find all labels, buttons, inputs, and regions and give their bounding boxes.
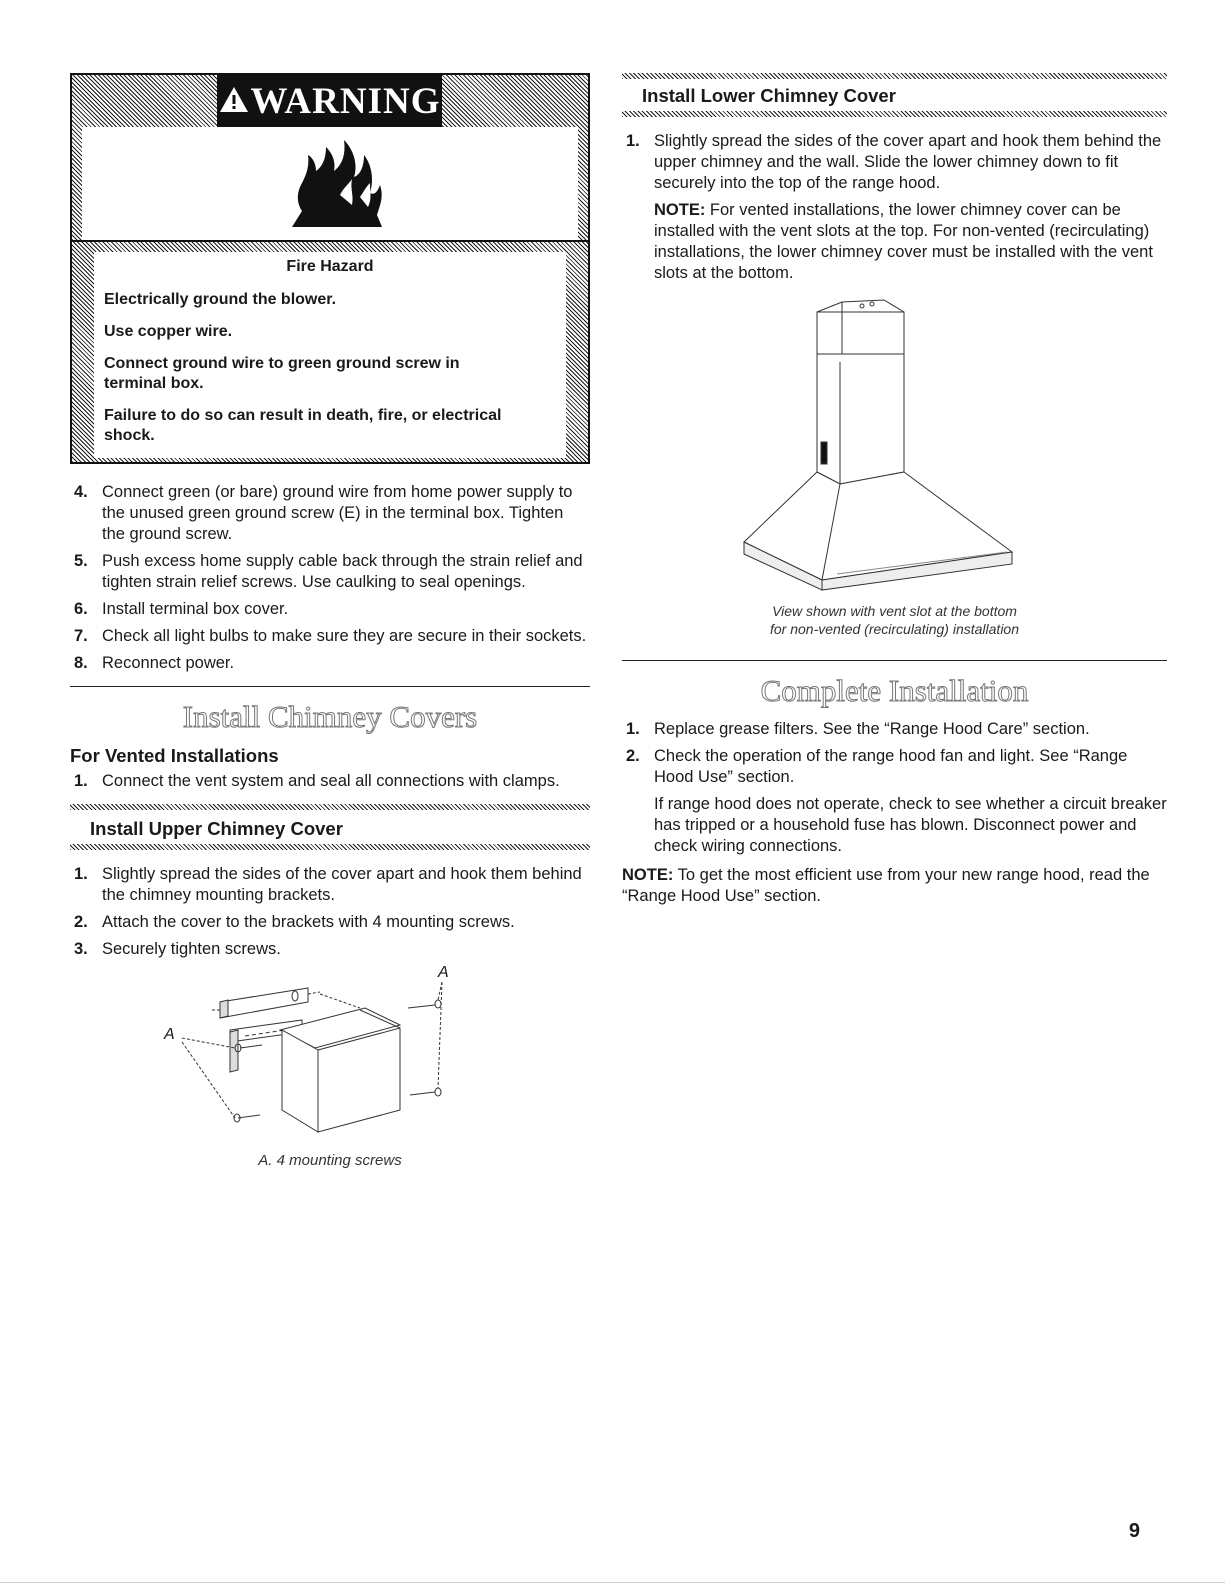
fire-icon — [282, 135, 392, 235]
list-item — [622, 719, 1167, 740]
warning-line: Connect ground wire to green ground screw in terminal box. — [104, 355, 460, 392]
note-text: For vented installations, the lower chimney cover can be installed with the vent slots at the top. For non-vented (recirculating) installations, the lower chimney cover must be installed with the vent slots at the bottom. — [654, 201, 1153, 282]
list-item — [622, 746, 1167, 788]
upper-chimney-header — [70, 804, 590, 850]
step-number: 1. — [74, 772, 88, 790]
list-item — [70, 626, 590, 647]
warning-line: Electrically ground the blower. — [104, 291, 337, 308]
page-number: 9 — [1128, 1520, 1140, 1542]
step-number: 5. — [74, 552, 88, 570]
hatch-stripe — [622, 73, 1167, 79]
warning-header — [72, 75, 588, 242]
install-chimney-heading: Install Chimney Covers — [182, 699, 478, 734]
step-number: 1. — [626, 720, 640, 738]
warning-body-text — [94, 252, 566, 458]
figure-label-a: A — [164, 1026, 175, 1043]
warning-banner-text: WARNING — [250, 80, 441, 122]
upper-chimney-illustration — [70, 970, 590, 1145]
step-number: 6. — [74, 600, 88, 618]
complete-installation-heading: Complete Installation — [760, 673, 1029, 708]
lower-chimney-heading: Install Lower Chimney Cover — [642, 85, 896, 106]
upper-chimney-figure — [70, 964, 590, 1150]
complete-note — [622, 865, 1167, 907]
upper-chimney-steps-list — [70, 864, 590, 960]
list-item — [70, 939, 590, 960]
caption-line: View shown with vent slot at the bottom — [772, 603, 1017, 619]
step-text: Attach the cover to the brackets with 4 mounting screws. — [102, 913, 515, 931]
complete-step2-detail: If range hood does not operate, check to see whether a circuit breaker has tripped or a household fuse has blown. Disconnect power and check wiring connections. — [654, 795, 1167, 855]
step-text: Check the operation of the range hood fan and light. See “Range Hood Use” section. — [654, 747, 1128, 786]
list-item — [70, 482, 590, 545]
step-number: 1. — [74, 865, 88, 883]
list-item — [622, 131, 1167, 194]
warning-icon-area — [82, 127, 578, 240]
step-text: Push excess home supply cable back through the strain relief and tighten strain relief screws. Use caulking to seal openings. — [102, 552, 583, 591]
hatch-stripe — [622, 111, 1167, 117]
warning-banner-label — [217, 75, 442, 127]
lower-chimney-figure — [622, 292, 1167, 602]
list-item — [70, 771, 590, 792]
list-item — [70, 864, 590, 906]
list-item — [70, 653, 590, 674]
warning-box — [70, 73, 590, 464]
step-number: 2. — [626, 747, 640, 765]
note-text: To get the most efficient use from your new range hood, read the “Range Hood Use” section. — [622, 866, 1150, 905]
figure-label-a: A — [438, 964, 449, 981]
step-number: 8. — [74, 654, 88, 672]
vented-steps-list — [70, 771, 590, 792]
step-text: Slightly spread the sides of the cover apart and hook them behind the upper chimney and the wall. Slide the lower chimney down to fit securely into the top of the range hood. — [654, 132, 1162, 192]
warning-banner — [72, 75, 588, 127]
warning-line: Failure to do so can result in death, fire, or electrical shock. — [104, 407, 502, 444]
step-number: 2. — [74, 913, 88, 931]
step-number: 3. — [74, 940, 88, 958]
step-text: Slightly spread the sides of the cover apart and hook them behind the chimney mounting brackets. — [102, 865, 582, 904]
section-divider — [70, 686, 590, 687]
upper-chimney-caption: A. 4 mounting screws — [258, 1152, 402, 1169]
caption-line: for non-vented (recirculating) installation — [769, 621, 1019, 637]
warning-line: Use copper wire. — [104, 323, 233, 340]
list-item — [70, 551, 590, 593]
lower-chimney-steps-list — [622, 131, 1167, 194]
lower-chimney-note — [654, 200, 1167, 284]
step-text: Replace grease filters. See the “Range Hood Care” section. — [654, 720, 1090, 738]
step-text: Connect the vent system and seal all connections with clamps. — [102, 772, 560, 790]
left-column — [70, 73, 590, 1170]
hatch-stripe — [70, 804, 590, 810]
warning-triangle-icon — [219, 80, 249, 123]
wiring-steps-list — [70, 482, 590, 674]
warning-title: Fire Hazard — [286, 258, 374, 275]
section-divider — [622, 660, 1167, 661]
bottom-rule — [0, 1582, 1225, 1583]
list-item — [70, 599, 590, 620]
step-text: Connect green (or bare) ground wire from home power supply to the unused green ground screw (E) in the terminal box. Tighten the ground screw. — [102, 483, 573, 543]
lower-chimney-header — [622, 73, 1167, 117]
hatch-stripe — [70, 844, 590, 850]
lower-chimney-caption — [622, 602, 1167, 638]
step-number: 4. — [74, 483, 88, 501]
step-number: 7. — [74, 627, 88, 645]
step-text: Check all light bulbs to make sure they are secure in their sockets. — [102, 627, 587, 645]
right-column — [622, 73, 1167, 915]
note-label: NOTE: — [622, 866, 674, 884]
warning-body — [72, 242, 588, 462]
upper-chimney-heading: Install Upper Chimney Cover — [90, 818, 343, 839]
step-text: Reconnect power. — [102, 654, 235, 672]
step-number: 1. — [626, 132, 640, 150]
note-label: NOTE: — [654, 201, 706, 219]
vented-installations-heading: For Vented Installations — [70, 745, 279, 766]
range-hood-illustration — [622, 292, 1167, 602]
list-item — [70, 912, 590, 933]
step-text: Install terminal box cover. — [102, 600, 289, 618]
step-text: Securely tighten screws. — [102, 940, 281, 958]
complete-steps-list — [622, 719, 1167, 788]
